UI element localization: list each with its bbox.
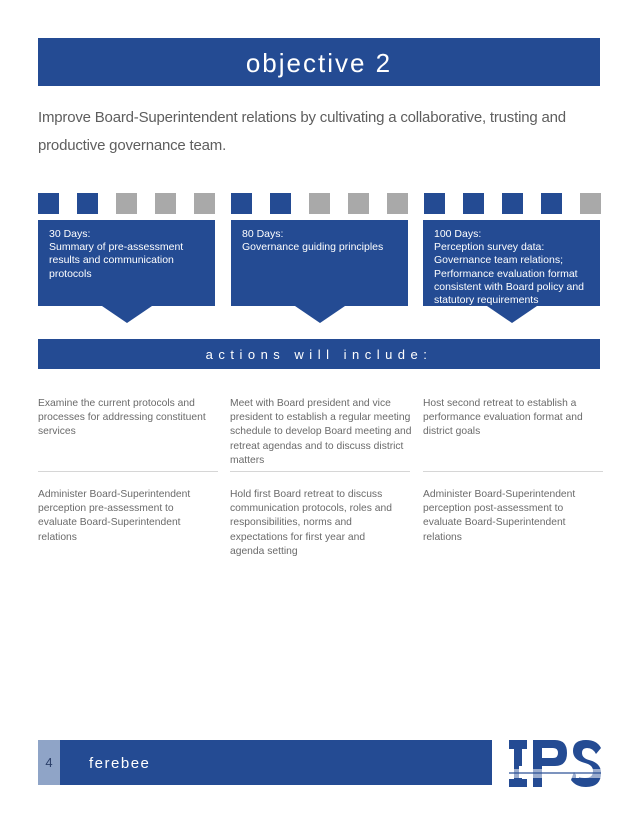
phase-pointer: [295, 306, 345, 323]
progress-square: [270, 193, 291, 214]
objective-description: Improve Board-Superintendent relations by cultivating a collaborative, trusting and productive governance team.: [38, 109, 566, 154]
action-item: Meet with Board president and vice president to establish a regular meeting schedule to develop Board meeting and retreat agendas and to discuss district matters: [230, 398, 412, 466]
progress-square: [38, 193, 59, 214]
progress-square: [155, 193, 176, 214]
progress-square: [231, 193, 252, 214]
phase-line: Governance guiding principles: [242, 241, 384, 254]
phase-pointer: [487, 306, 537, 323]
objective-title: objective 2: [245, 48, 393, 78]
progress-square: [502, 193, 523, 214]
phase-heading: 80 Days:: [242, 228, 284, 240]
actions-heading-bar: [38, 339, 600, 369]
phase-line: consistent with Board policy and: [434, 280, 584, 293]
progress-square: [309, 193, 330, 214]
progress-square: [348, 193, 369, 214]
actions-heading: actions will include:: [205, 347, 433, 362]
phase-line: Perception survey data:: [434, 241, 545, 254]
phase-line: statutory requirements: [434, 294, 539, 307]
divider: [230, 471, 410, 472]
page-number: 4: [38, 740, 60, 785]
phase-line: results and communication: [49, 254, 174, 267]
action-item: Administer Board-Superintendent perception pre-assessment to evaluate Board-Superintendent relations: [38, 489, 191, 543]
phase-line: Summary of pre-assessment: [49, 241, 184, 254]
progress-square: [580, 193, 601, 214]
action-item: Administer Board-Superintendent perception post-assessment to evaluate Board-Superintendent relations: [423, 489, 576, 543]
progress-square: [194, 193, 215, 214]
progress-square: [541, 193, 562, 214]
progress-square: [387, 193, 408, 214]
phase-heading: 30 Days:: [49, 228, 91, 240]
progress-square: [77, 193, 98, 214]
objective-title-bar: [38, 38, 600, 86]
phase-line: Performance evaluation format: [434, 267, 578, 280]
progress-square: [463, 193, 484, 214]
action-item: Examine the current protocols and processes for addressing constituent services: [38, 398, 206, 438]
footer-author-name: ferebee: [89, 755, 151, 772]
progress-square: [424, 193, 445, 214]
progress-square: [116, 193, 137, 214]
action-item: Host second retreat to establish a performance evaluation format and district goals: [423, 398, 583, 438]
action-item: Hold first Board retreat to discuss communication protocols, roles and responsibilities, norms and expectations for first year and agenda setting: [230, 489, 392, 557]
phase-heading: 100 Days:: [434, 228, 482, 240]
phase-30-days: [38, 220, 215, 306]
phase-100-days: [423, 220, 600, 306]
phase-pointer: [102, 306, 152, 323]
phase-80-days: [231, 220, 408, 306]
ips-logo: [505, 736, 605, 791]
phase-line: Governance team relations;: [434, 254, 563, 267]
divider: [38, 471, 218, 472]
ips-logo-graphic: [505, 736, 605, 791]
phase-line: protocols: [49, 267, 92, 280]
divider: [423, 471, 603, 472]
